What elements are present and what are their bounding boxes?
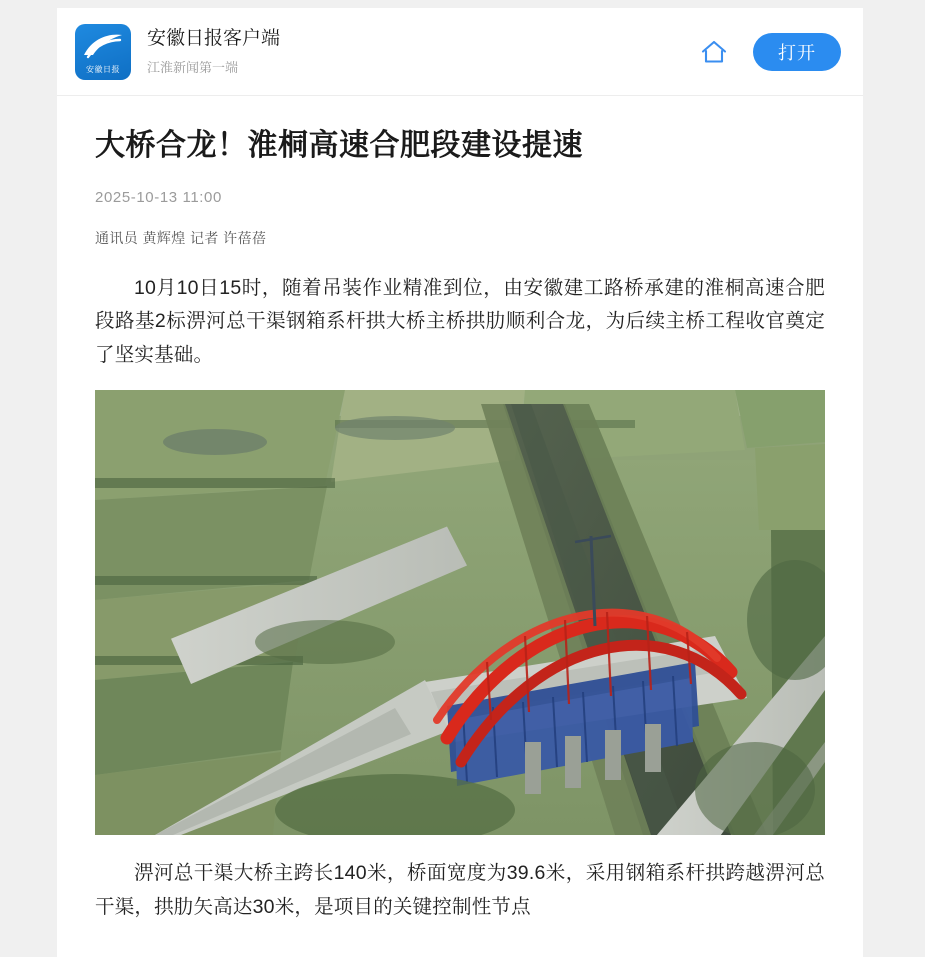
article-figure bbox=[95, 390, 825, 835]
app-title: 安徽日报客户端 bbox=[147, 28, 281, 50]
app-logo-text: 安徽日报 bbox=[86, 64, 120, 74]
page-title: 大桥合龙！淮桐高速合肥段建设提速 bbox=[95, 129, 583, 162]
article-body bbox=[57, 96, 863, 924]
logo-swoosh-icon bbox=[82, 33, 124, 59]
article-paragraph-2: 淠河总干渠大桥主跨长140米，桥面宽度为39.6米，采用钢箱系杆拱跨越淠河总干渠，拱肋矢高达30米，是项目的关键控制性节点 bbox=[95, 862, 825, 918]
content-sheet bbox=[57, 8, 863, 957]
publish-timestamp: 2025-10-13 11:00 bbox=[95, 188, 222, 206]
home-icon[interactable] bbox=[697, 35, 731, 69]
bridge-aerial-photo bbox=[95, 390, 825, 835]
home-glyph-icon bbox=[699, 38, 729, 66]
bridge-illustration-icon bbox=[95, 390, 825, 835]
open-app-button[interactable]: 打开 bbox=[753, 33, 841, 71]
article-paragraph-1: 10月10日15时，随着吊装作业精准到位，由安徽建工路桥承建的淮桐高速合肥段路基2标淠河总干渠钢箱系杆拱大桥主桥拱肋顺利合龙，为后续主桥工程收官奠定了坚实基础。 bbox=[95, 276, 825, 366]
app-meta bbox=[147, 27, 697, 76]
app-logo bbox=[75, 24, 131, 80]
app-subtitle: 江淮新闻第一端 bbox=[147, 59, 239, 75]
app-header-bar bbox=[57, 8, 863, 96]
byline: 通讯员 黄辉煌 记者 许蓓蓓 bbox=[95, 229, 267, 246]
